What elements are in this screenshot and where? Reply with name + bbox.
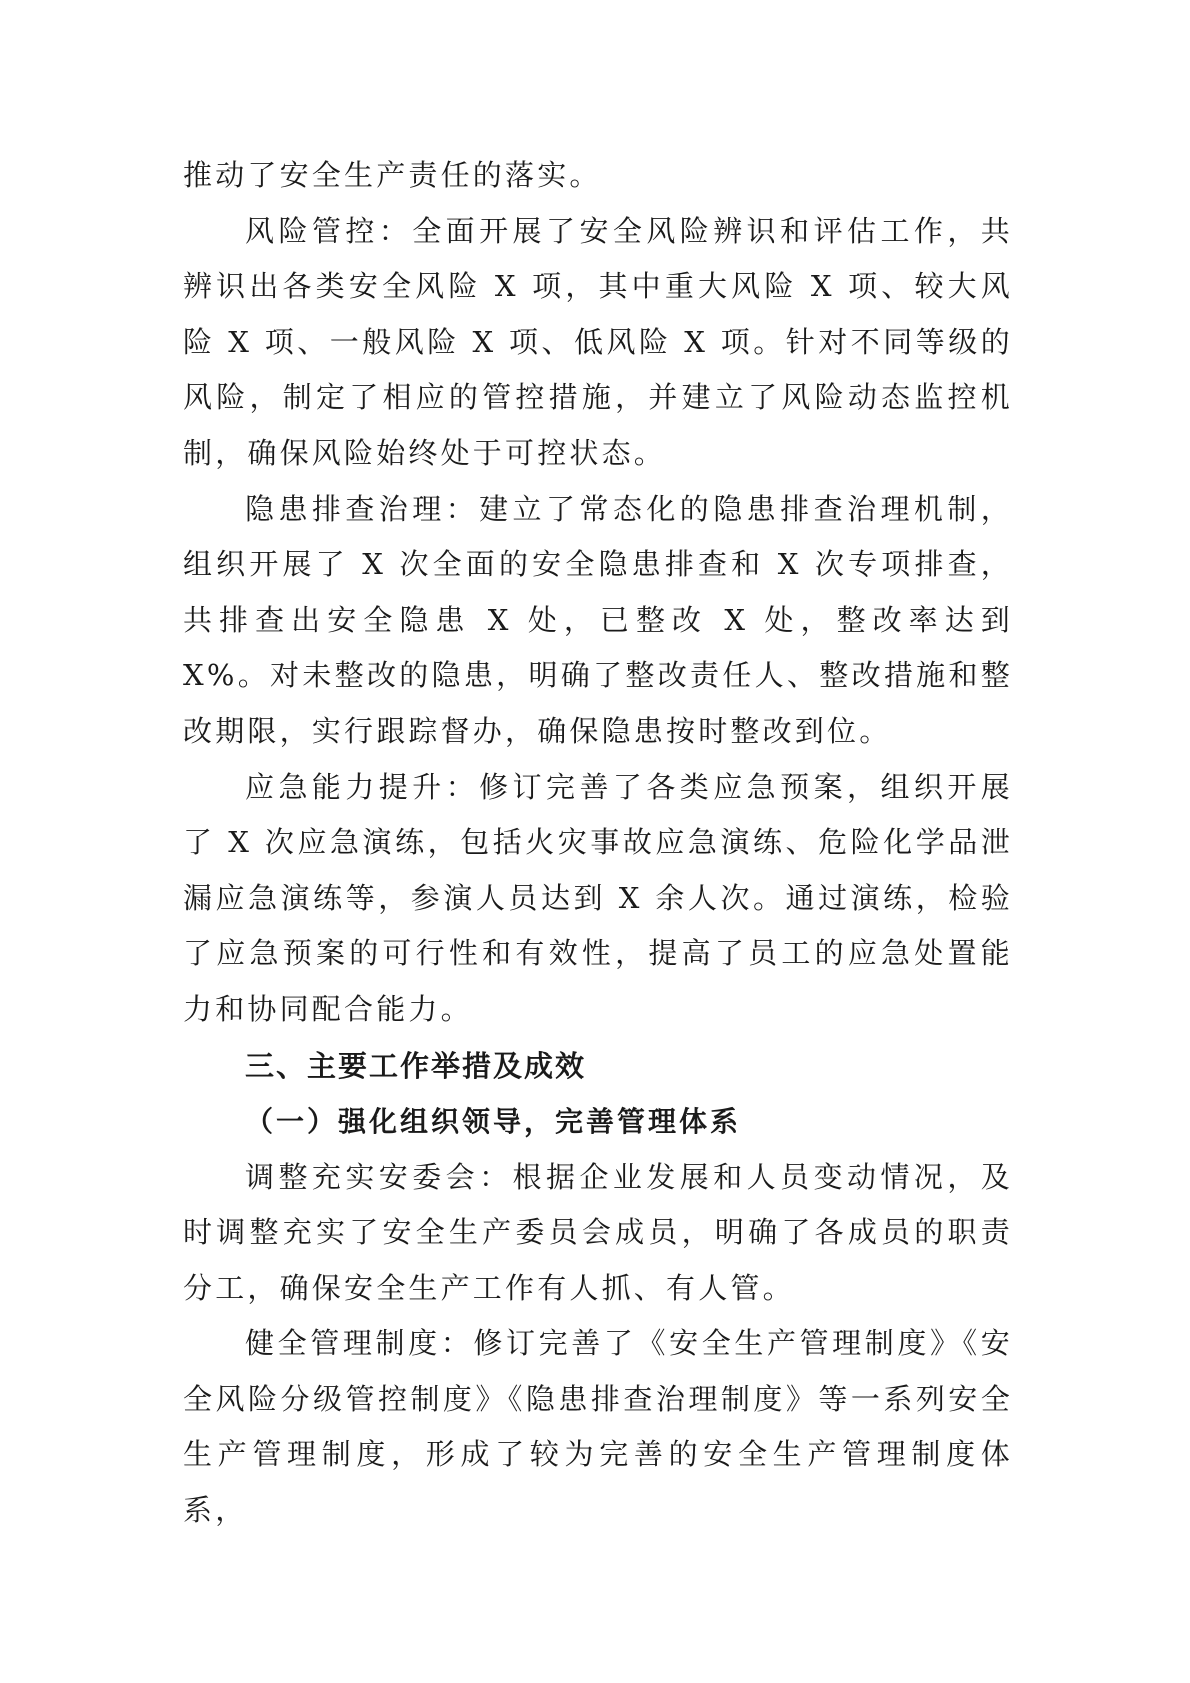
paragraph-safety-committee: 调整充实安委会：根据企业发展和人员变动情况，及时调整充实了安全生产委员会成员，明确了各成员的职责分工，确保安全生产工作有人抓、有人管。 bbox=[183, 1159, 1013, 1305]
section-heading: 三、主要工作举措及成效 bbox=[245, 1048, 587, 1083]
subsection-heading: （一）强化组织领导，完善管理体系 bbox=[245, 1104, 742, 1138]
paragraph-risk-control: 风险管控：全面开展了安全风险辨识和评估工作，共辨识出各类安全风险 X 项，其中重大风险 X 项、较大风险 X 项、一般风险 X 项、低风险 X 项。针对不同等级的风险，制定了相应的管控措施，并建立了风险动态监控机制，确保风险始终处于可控状态。 bbox=[183, 213, 1013, 470]
paragraph-management-system: 健全管理制度：修订完善了《安全生产管理制度》《安全风险分级管控制度》《隐患排查治理制度》等一系列安全生产管理制度，形成了较为完善的安全生产管理制度体系， bbox=[183, 1326, 1013, 1528]
paragraph-hazard-inspection: 隐患排查治理：建立了常态化的隐患排查治理机制，组织开展了 X 次全面的安全隐患排查和 X 次专项排查，共排查出安全隐患 X 处，已整改 X 处，整改率达到 X%。对未整改的隐患，明确了整改责任人、整改措施和整改期限，实行跟踪督办，确保隐患按时整改到位。 bbox=[183, 491, 1013, 748]
document-body bbox=[183, 148, 1013, 1539]
paragraph-emergency-capability: 应急能力提升：修订完善了各类应急预案，组织开展了 X 次应急演练，包括火灾事故应急演练、危险化学品泄漏应急演练等，参演人员达到 X 余人次。通过演练，检验了应急预案的可行性和有效性，提高了员工的应急处置能力和协同配合能力。 bbox=[183, 769, 1013, 1026]
paragraph-continuation: 推动了安全生产责任的落实。 bbox=[183, 158, 602, 192]
